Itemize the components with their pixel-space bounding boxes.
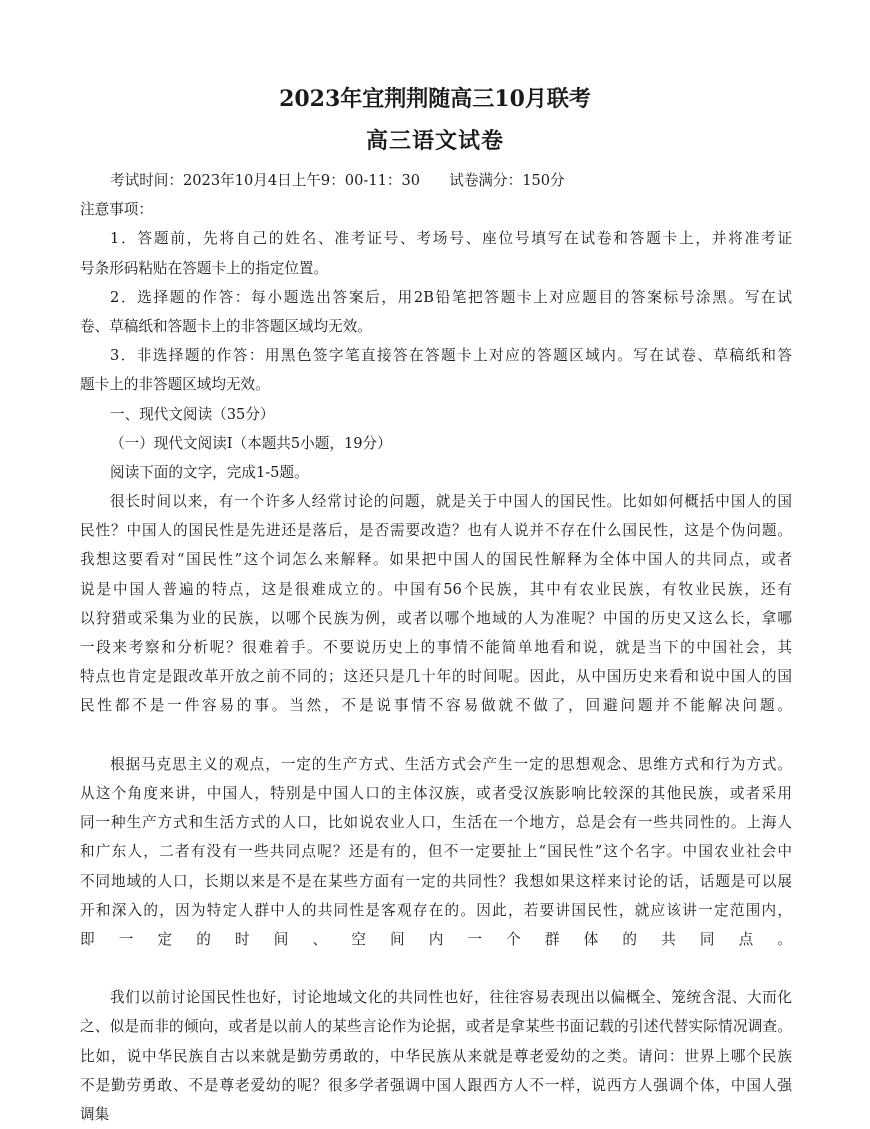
text-line: 1．答题前，先将自己的姓名、准考证号、考场号、座位号填写在试卷和答题卡上，并将准考证 [110,230,792,248]
text-line: 3．非选择题的作答：用黑色签字笔直接答在答题卡上对应的答题区域内。写在试卷、草稿纸和答 [110,347,792,365]
passage-paragraph-3 [80,983,792,1129]
text-line: 题卡上的非答题区域均无效。 [80,376,270,394]
text-line: 特点也肯定是跟改革开放之前不同的；这还只是几十年的时间呢。因此，从中国历史来看和说中国人的国 [80,668,792,686]
note-item-2 [80,283,792,341]
passage-paragraph-1 [80,487,792,750]
section-subheading: （一）现代文阅读Ⅰ（本题共5小题，19分） [110,434,392,452]
text-line: 我想这要看对“国民性”这个词怎么来解释。如果把中国人的国民性解释为全体中国人的共同点，或者 [80,551,792,569]
text-line: 卷、草稿纸和答题卡上的非答题区域均无效。 [80,317,372,335]
notes-heading: 注意事项： [80,201,153,219]
text-line: 比如，说中华民族自古以来就是勤劳勇敢的，中华民族从来就是尊老爱幼的之类。请问：世界上哪个民族 [80,1047,792,1065]
text-line: 说是中国人普遍的特点，这是很难成立的。中国有56个民族，其中有农业民族，有牧业民族，还有 [80,580,792,598]
document-body [80,166,792,1129]
text-line: 开和深入的，因为特定人群中人的共同性是客观存在的。因此，若要讲国民性，就应该讲一定范围内， [80,901,792,919]
note-item-3 [80,341,792,399]
text-line: 不同地域的人口，长期以来是不是在某些方面有一定的共同性？我想如果这样来讨论的话，话题是可以展 [80,872,792,890]
section-heading: 一、现代文阅读（35分） [110,405,275,423]
text-line: 即一定的时间、空间内一个群体的共同点。 [80,930,792,948]
text-line: 之、似是而非的倾向，或者是以前人的某些言论作为论据，或者是拿某些书面记载的引述代替实际情况调查。 [80,1018,792,1036]
text-line: 同一种生产方式和生活方式的人口，比如说农业人口，生活在一个地方，总是会有一些共同性的。上海人 [80,814,792,832]
passage-paragraph-2 [80,750,792,984]
text-line: 民性都不是一件容易的事。当然，不是说事情不容易做就不做了，回避问题并不能解决问题。 [80,697,792,715]
text-line [80,954,792,983]
exam-subtitle: 高三语文试卷 [365,128,504,154]
text-line: 2．选择题的作答：每小题选出答案后，用2B铅笔把答题卡上对应题目的答案标号涂黑。写在试 [110,288,792,306]
text-line: 根据马克思主义的观点，一定的生产方式、生活方式会产生一定的思想观念、思维方式和行为方式。 [110,755,792,773]
text-line: 很长时间以来，有一个许多人经常讨论的问题，就是关于中国人的国民性。比如如何概括中国人的国 [110,493,792,511]
text-line: 号条形码粘贴在答题卡上的指定位置。 [80,259,329,277]
text-line: 一段来考察和分析呢？很难着手。不要说历史上的事情不能简单地看和说，就是当下的中国社会，其 [80,639,792,656]
reading-instruction: 阅读下面的文字，完成1-5题。 [110,463,309,481]
text-line [80,721,792,750]
text-line: 我们以前讨论国民性也好，讨论地域文化的共同性也好，往往容易表现出以偏概全、笼统含混、大而化 [110,989,792,1007]
note-item-1 [80,224,792,282]
text-line: 从这个角度来讲，中国人，特别是中国人口的主体汉族，或者受汉族影响比较深的其他民族，或者采用 [80,784,792,802]
exam-info: 考试时间：2023年10月4日上午9：00-11：30 试卷满分：150分 [110,172,565,189]
text-line: 以狩猎或采集为业的民族，以哪个民族为例，或者以哪个地域的人为准呢？中国的历史又这么长，拿哪 [80,609,792,627]
text-line: 不是勤劳勇敢、不是尊老爱幼的呢？很多学者强调中国人跟西方人不一样，说西方人强调个体，中国人强 [80,1076,792,1094]
text-line: 调集 [80,1106,110,1123]
exam-title: 2023年宜荆荆随高三10月联考 [279,86,591,112]
text-line: 民性？中国人的国民性是先进还是落后，是否需要改造？也有人说并不存在什么国民性，这是个伪问题。 [80,522,792,540]
text-line: 和广东人，二者有没有一些共同点呢？还是有的，但不一定要扯上“国民性”这个名字。中国农业社会中 [80,843,792,861]
